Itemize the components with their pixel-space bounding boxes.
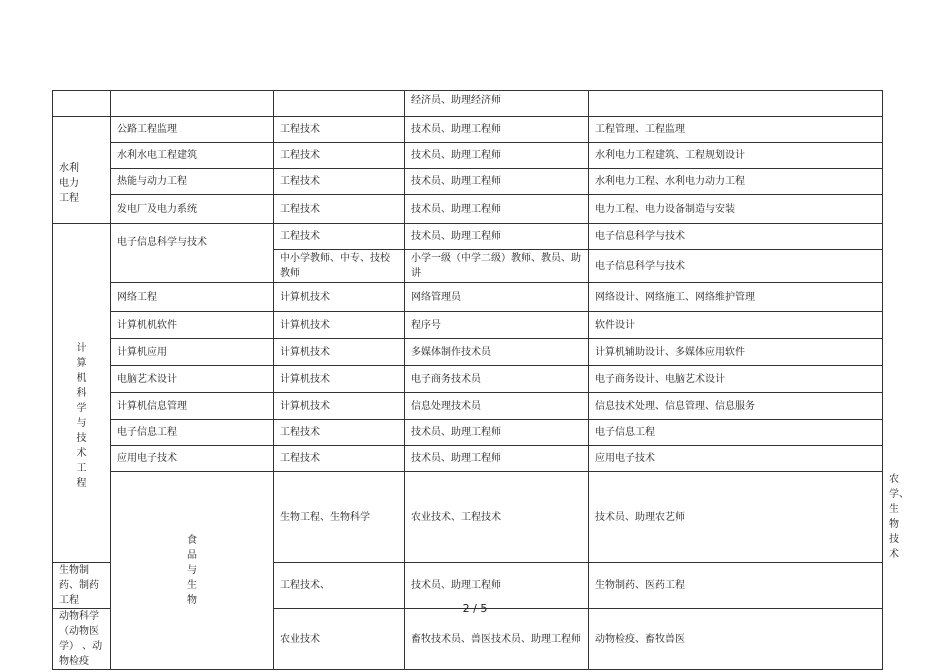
direction-cell: 信息技术处理、信息管理、信息服务 [589,393,883,420]
title-cell: 技术员、助理工程师 [405,420,589,446]
specialty-cell: 电子信息科学与技术 [111,224,274,283]
specialty-cell: 公路工程监理 [111,117,274,143]
tech-type-cell: 农业技术 [274,609,405,670]
title-cell: 技术员、助理工程师 [405,446,589,472]
table-row [53,117,883,143]
specialty-cell: 水利水电工程建筑 [111,143,274,169]
title-cell: 技术员、助理工程师 [405,117,589,143]
direction-cell: 计算机辅助设计、多媒体应用软件 [589,339,883,366]
table-row [53,446,883,472]
title-cell: 技术员、助理工程师 [405,224,589,250]
category-char: 程 [76,478,87,489]
category-char: 品 [187,550,197,561]
title-cell: 程序号 [405,312,589,339]
title-cell: 经济员、助理经济师 [405,91,589,117]
specialty-cell: 计算机应用 [111,339,274,366]
category-char: 算 [76,358,87,369]
direction-cell: 电子信息科学与技术 [589,224,883,250]
specialty-cell [111,91,274,117]
specialty-cell: 计算机信息管理 [111,393,274,420]
table-row [53,283,883,312]
title-cell: 技术员、助理工程师 [405,563,589,609]
table-row [53,143,883,169]
tech-type-cell: 工程技术 [274,446,405,472]
tech-type-cell: 工程技术、 [274,563,405,609]
specialty-cell: 计算机机软件 [111,312,274,339]
table-row [53,169,883,195]
category-char: 科 [76,388,87,399]
table-row [53,339,883,366]
direction-cell: 电子信息科学与技术 [589,250,883,283]
title-cell: 小学一级（中学二级）教师、教员、助讲 [405,250,589,283]
specialty-cell: 热能与动力工程 [111,169,274,195]
specialty-cell: 动物科学（动物医学） 、动物检疫 [53,609,111,670]
direction-cell: 电子信息工程 [589,420,883,446]
category-line: 水利 [59,162,79,174]
tech-type-cell: 工程技术 [274,224,405,250]
table-row [53,393,883,420]
category-char: 与 [187,565,197,576]
tech-type-cell: 计算机技术 [274,393,405,420]
direction-cell: 生物制药、医药工程 [589,563,883,609]
category-cell [53,91,111,117]
tech-type-cell: 计算机技术 [274,283,405,312]
tech-type-cell: 工程技术 [274,169,405,195]
tech-type-cell: 工程技术 [274,420,405,446]
category-char: 工 [76,463,87,474]
category-food [111,472,274,670]
direction-cell: 电子商务设计、电脑艺术设计 [589,366,883,393]
tech-type-cell: 中小学教师、中专、技校教师 [274,250,405,283]
category-char: 计 [76,343,87,354]
direction-cell: 水利电力工程建筑、工程规划设计 [589,143,883,169]
category-line: 电力 [59,177,79,189]
category-char: 生 [187,580,197,591]
tech-type-cell: 农业技术、工程技术 [405,472,589,563]
specialty-cell: 电子信息工程 [111,420,274,446]
category-line: 工程 [59,192,79,204]
tech-type-cell: 工程技术 [274,143,405,169]
title-cell: 畜牧技术员、兽医技术员、助理工程师 [405,609,589,670]
tech-type-cell: 计算机技术 [274,339,405,366]
table-row [53,312,883,339]
direction-cell: 网络设计、网络施工、网络维护管理 [589,283,883,312]
table-row [53,420,883,446]
title-cell: 网络管理员 [405,283,589,312]
tech-type-cell: 计算机技术 [274,312,405,339]
title-cell: 技术员、助理工程师 [405,169,589,195]
specialty-table [52,90,909,670]
direction-cell [589,91,883,117]
direction-cell: 水利电力工程、水利电力动力工程 [589,169,883,195]
direction-cell: 软件设计 [589,312,883,339]
title-cell: 技术员、助理农艺师 [589,472,883,563]
tech-type-cell: 工程技术 [274,195,405,224]
category-char: 术 [76,448,87,459]
title-cell: 技术员、助理工程师 [405,143,589,169]
title-cell: 电子商务技术员 [405,366,589,393]
table-row [53,91,883,117]
table-row [53,366,883,393]
direction-cell: 应用电子技术 [589,446,883,472]
table-row [53,224,883,250]
specialty-cell: 电脑艺术设计 [111,366,274,393]
category-char: 物 [187,595,197,606]
category-char: 机 [76,373,87,384]
table-row [53,195,883,224]
specialty-cell: 发电厂及电力系统 [111,195,274,224]
category-water [53,117,111,224]
tech-type-cell [274,91,405,117]
table-row: 食 品 与 生 物 生物工程、生物科学 农业技术、工程技术 技术员、助理农艺师 农学、生物技术 [53,472,883,563]
specialty-cell: 生物制药、制药工程 [53,563,111,609]
tech-type-cell: 计算机技术 [274,366,405,393]
category-char: 与 [76,418,87,429]
category-char: 食 [187,535,197,546]
category-computer [53,224,111,563]
direction-cell: 电力工程、电力设备制造与安装 [589,195,883,224]
specialty-cell: 应用电子技术 [111,446,274,472]
title-cell: 信息处理技术员 [405,393,589,420]
specialty-cell: 网络工程 [111,283,274,312]
title-cell: 多媒体制作技术员 [405,339,589,366]
title-cell: 技术员、助理工程师 [405,195,589,224]
page-number: 2 / 5 [462,602,488,615]
direction-cell: 动物检疫、畜牧兽医 [589,609,883,670]
category-char: 学 [76,403,87,414]
tech-type-cell: 工程技术 [274,117,405,143]
specialty-cell: 生物工程、生物科学 [274,472,405,563]
category-char: 技 [76,433,87,444]
direction-cell: 工程管理、工程监理 [589,117,883,143]
